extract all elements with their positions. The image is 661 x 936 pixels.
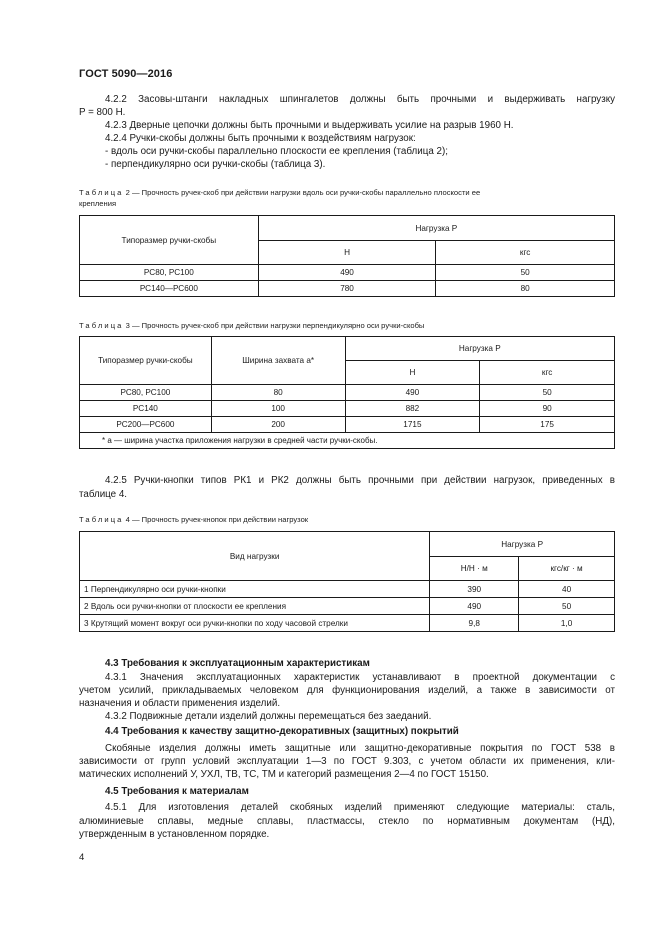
table3-cell-size: РС80, РС100 xyxy=(80,385,212,401)
table3-caption-label: Таблица xyxy=(79,321,124,330)
table2-cell-kgf: 80 xyxy=(436,281,615,297)
table4-caption-text: 4 — Прочность ручек-кнопок при действии нагрузок xyxy=(125,515,309,524)
table2-header-kgf: кгс xyxy=(436,241,615,265)
page-number: 4 xyxy=(79,852,85,863)
paragraph-4-4-line2: зависимости от групп условий эксплуатации 1—3 по ГОСТ 9.303, с учетом области их применения, кли- xyxy=(79,756,615,767)
section-4-4-title: 4.4 Требования к качеству защитно-декоративных (защитных) покрытий xyxy=(105,726,459,737)
table2-cell-size: РС80, РС100 xyxy=(80,265,259,281)
table2-caption-line2: крепления xyxy=(79,199,117,208)
table4-cell-n: 390 xyxy=(430,581,519,598)
paragraph-4-2-4-bullet2: - перпендикулярно оси ручки-скобы (таблица 3). xyxy=(105,159,326,170)
table4-cell-n: 9,8 xyxy=(430,615,519,632)
paragraph-4-4-line1: Скобяные изделия должны иметь защитные или защитно-декоративные покрытия по ГОСТ 538 в xyxy=(105,743,615,754)
table4-cell-type: 1 Перпендикулярно оси ручки-кнопки xyxy=(80,581,430,598)
paragraph-4-3-1-line2: учетом усилий, прикладываемых человеком для функционирования изделий, а также в зависимости от xyxy=(79,685,615,696)
table4-header-n: Н/Н · м xyxy=(430,557,519,581)
paragraph-4-2-2-line2: P = 800 Н. xyxy=(79,107,126,118)
table4-header-load: Нагрузка P xyxy=(430,532,615,557)
table4-caption xyxy=(79,514,308,525)
document-header: ГОСТ 5090—2016 xyxy=(79,68,173,80)
table3-cell-size: РС200—РС600 xyxy=(80,417,212,433)
table2-header-n: Н xyxy=(258,241,436,265)
paragraph-4-2-4: 4.2.4 Ручки-скобы должны быть прочными к воздействиям нагрузок: xyxy=(105,133,416,144)
paragraph-4-2-5-line2: таблице 4. xyxy=(79,489,128,500)
table4-header-kgf: кгс/кг · м xyxy=(519,557,615,581)
table3-cell-width: 200 xyxy=(211,417,345,433)
table2-cell-n: 490 xyxy=(258,265,436,281)
paragraph-4-3-2: 4.3.2 Подвижные детали изделий должны перемещаться без заеданий. xyxy=(105,711,432,722)
paragraph-4-3-1-line1: 4.3.1 Значения эксплуатационных характеристик устанавливают в проектной документации с xyxy=(105,672,615,683)
table4 xyxy=(79,531,615,632)
paragraph-4-5-1-line3: утвержденным в установленном порядке. xyxy=(79,829,270,840)
table3-caption-text: 3 — Прочность ручек-скоб при действии нагрузки перпендикулярно оси ручки-скобы xyxy=(125,321,425,330)
table2-cell-kgf: 50 xyxy=(436,265,615,281)
paragraph-4-2-4-bullet1: - вдоль оси ручки-скобы параллельно плоскости ее крепления (таблица 2); xyxy=(105,146,448,157)
table4-header-type: Вид нагрузки xyxy=(80,532,430,581)
table3-cell-n: 1715 xyxy=(345,417,480,433)
table4-cell-kgf: 1,0 xyxy=(519,615,615,632)
table3-cell-width: 80 xyxy=(211,385,345,401)
paragraph-4-2-3: 4.2.3 Дверные цепочки должны быть прочными и выдерживать усилие на разрыв 1960 Н. xyxy=(105,120,514,131)
table3-cell-kgf: 175 xyxy=(480,417,615,433)
table-row xyxy=(80,401,615,417)
table2-caption-text: 2 — Прочность ручек-скоб при действии нагрузки вдоль оси ручки-скобы параллельно плоскости ее xyxy=(125,188,481,197)
paragraph-4-5-1-line2: алюминиевые сплавы, медные сплавы, пластмассы, стекло по нормативным документам (НД), xyxy=(79,816,615,827)
section-4-3-title: 4.3 Требования к эксплуатационным характеристикам xyxy=(105,658,370,669)
table2-header-load: Нагрузка P xyxy=(258,216,614,241)
table3-footnote: * а — ширина участка приложения нагрузки в средней части ручки-скобы. xyxy=(80,433,615,449)
table4-cell-n: 490 xyxy=(430,598,519,615)
table2-caption-label: Таблица xyxy=(79,188,124,197)
table-row xyxy=(80,265,615,281)
table2 xyxy=(79,215,615,297)
table2-caption xyxy=(79,187,480,198)
table4-cell-type: 3 Крутящий момент вокруг оси ручки-кнопки по ходу часовой стрелки xyxy=(80,615,430,632)
paragraph-4-2-5-line1: 4.2.5 Ручки-кнопки типов РК1 и РК2 должны быть прочными при действии нагрузок, приведенных в xyxy=(105,475,615,486)
table3 xyxy=(79,336,615,449)
table4-cell-kgf: 50 xyxy=(519,598,615,615)
section-4-5-title: 4.5 Требования к материалам xyxy=(105,786,249,797)
paragraph-4-4-line3: матических исполнений У, УХЛ, ТВ, ТС, ТМ и категорий размещения 2—4 по ГОСТ 15150. xyxy=(79,769,489,780)
table3-header-kgf: кгс xyxy=(480,361,615,385)
paragraph-4-2-2-line1: 4.2.2 Засовы-штанги накладных шпингалетов должны быть прочными и выдерживать нагрузку xyxy=(105,94,615,105)
table3-header-width: Ширина захвата а* xyxy=(211,337,345,385)
table-row xyxy=(80,581,615,598)
table3-caption xyxy=(79,320,424,331)
paragraph-4-5-1-line1: 4.5.1 Для изготовления деталей скобяных изделий применяют следующие материалы: сталь, xyxy=(105,802,615,813)
table3-header-size: Типоразмер ручки-скобы xyxy=(80,337,212,385)
table-row xyxy=(80,615,615,632)
table3-header-load: Нагрузка P xyxy=(345,337,614,361)
table3-cell-size: РС140 xyxy=(80,401,212,417)
table-row xyxy=(80,385,615,401)
table-row xyxy=(80,281,615,297)
table4-caption-label: Таблица xyxy=(79,515,124,524)
table3-cell-kgf: 90 xyxy=(480,401,615,417)
table2-cell-n: 780 xyxy=(258,281,436,297)
table2-cell-size: РС140—РС600 xyxy=(80,281,259,297)
table3-cell-n: 490 xyxy=(345,385,480,401)
table2-header-size: Типоразмер ручки-скобы xyxy=(80,216,259,265)
table3-cell-width: 100 xyxy=(211,401,345,417)
table4-cell-type: 2 Вдоль оси ручки-кнопки от плоскости ее крепления xyxy=(80,598,430,615)
paragraph-4-3-1-line3: назначения и области применения изделий. xyxy=(79,698,281,709)
table4-cell-kgf: 40 xyxy=(519,581,615,598)
table3-header-n: Н xyxy=(345,361,480,385)
table3-cell-kgf: 50 xyxy=(480,385,615,401)
table-row xyxy=(80,598,615,615)
table3-cell-n: 882 xyxy=(345,401,480,417)
table-row xyxy=(80,417,615,433)
